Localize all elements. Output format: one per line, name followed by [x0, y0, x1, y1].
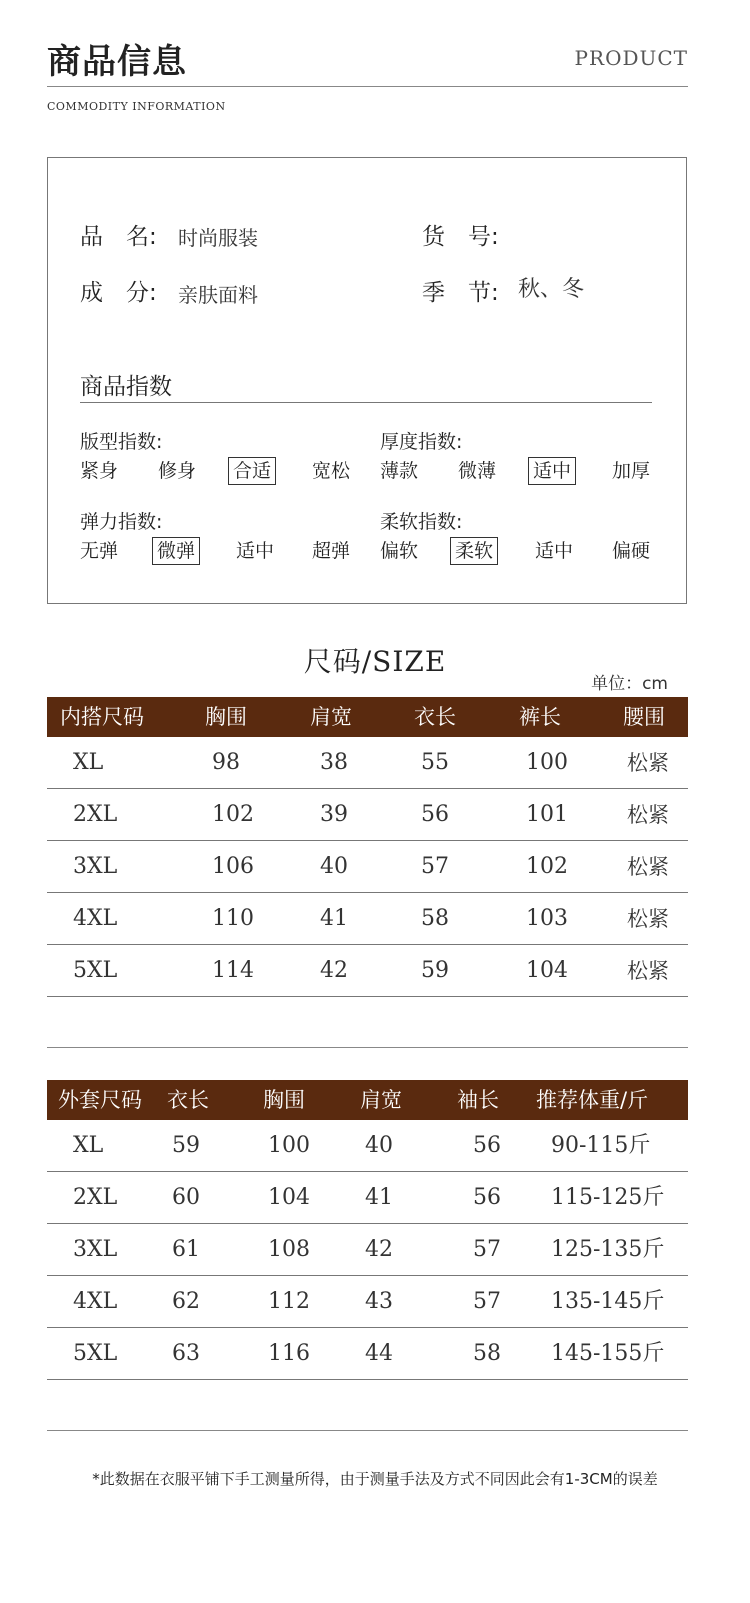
table-cell: 5XL: [73, 1341, 118, 1366]
softness-index-label: 柔软指数:: [380, 511, 463, 533]
table-row: [47, 1276, 688, 1328]
table-cell: 41: [365, 1185, 393, 1210]
elasticity-option: 超弹: [312, 540, 351, 562]
table-cell: 5XL: [73, 958, 118, 983]
softness-option: 偏软: [380, 540, 419, 562]
table-row: [47, 1120, 688, 1172]
table-cell: 108: [268, 1237, 310, 1262]
fit-option: 紧身: [80, 460, 119, 482]
table-cell: 40: [320, 854, 348, 879]
table-cell: XL: [73, 1133, 104, 1158]
table-cell: 116: [268, 1341, 310, 1366]
table-cell: 56: [421, 802, 449, 827]
table-cell: 135-145斤: [551, 1289, 665, 1314]
table-cell: 59: [421, 958, 449, 983]
table-cell: 3XL: [73, 854, 118, 879]
table-cell: 3XL: [73, 1237, 118, 1262]
table-cell: 43: [365, 1289, 393, 1314]
table-cell: 62: [172, 1289, 200, 1314]
table-cell: 40: [365, 1133, 393, 1158]
table-cell: 98: [212, 750, 240, 775]
elasticity-option: 适中: [236, 540, 275, 562]
table-cell: 56: [473, 1185, 501, 1210]
outer-header-size: 外套尺码: [58, 1088, 142, 1112]
index-divider: [80, 402, 652, 403]
table-cell: 115-125斤: [551, 1185, 665, 1210]
table-cell: 39: [320, 802, 348, 827]
unit-label: 单位：cm: [591, 674, 668, 694]
measurement-note: *此数据在衣服平铺下手工测量所得，由于测量手法及方式不同因此会有1-3CM的误差: [92, 1470, 658, 1488]
table-cell: 41: [320, 906, 348, 931]
thickness-option: 薄款: [380, 460, 419, 482]
table-cell: 114: [212, 958, 254, 983]
table-cell: 松紧: [627, 855, 669, 879]
composition-label: 成 分:: [80, 280, 157, 306]
outer-header-shoulder: 肩宽: [360, 1088, 402, 1112]
thickness-option: 加厚: [612, 460, 651, 482]
elasticity-option: 无弹: [80, 540, 119, 562]
table-cell: 59: [172, 1133, 200, 1158]
table-cell: 57: [421, 854, 449, 879]
inner-header-pants-length: 裤长: [519, 705, 561, 729]
outer-header-chest: 胸围: [263, 1088, 305, 1112]
table-cell: 42: [365, 1237, 393, 1262]
inner-header-waist: 腰围: [623, 705, 665, 729]
fit-index-label: 版型指数:: [80, 431, 163, 453]
outer-table-header: [47, 1080, 688, 1120]
thickness-option: 微薄: [458, 460, 497, 482]
table-cell: 57: [473, 1237, 501, 1262]
table-cell: 松紧: [627, 907, 669, 931]
page-title: 商品信息: [47, 42, 187, 82]
name-value: 时尚服装: [178, 226, 258, 250]
name-label: 品 名:: [80, 224, 157, 250]
table-cell: XL: [73, 750, 104, 775]
page-subtitle: COMMODITY INFORMATION: [47, 100, 226, 113]
table-cell: 58: [473, 1341, 501, 1366]
table-cell: 38: [320, 750, 348, 775]
table-cell: 44: [365, 1341, 393, 1366]
table-cell: 4XL: [73, 1289, 118, 1314]
table-cell: 61: [172, 1237, 200, 1262]
table-cell: 55: [421, 750, 449, 775]
inner-header-length: 衣长: [414, 705, 456, 729]
thickness-option-selected: 适中: [528, 457, 576, 485]
table-cell: 100: [526, 750, 568, 775]
table-cell: 63: [172, 1341, 200, 1366]
table-cell: 42: [320, 958, 348, 983]
table-cell: 104: [268, 1185, 310, 1210]
elasticity-index-label: 弹力指数:: [80, 511, 163, 533]
table-cell: 110: [212, 906, 254, 931]
table-cell: 松紧: [627, 803, 669, 827]
elasticity-option-selected: 微弹: [152, 537, 200, 565]
table-cell: 4XL: [73, 906, 118, 931]
inner-header-chest: 胸围: [205, 705, 247, 729]
table-cell: 松紧: [627, 959, 669, 983]
table-row: [47, 1328, 688, 1380]
table-cell: 100: [268, 1133, 310, 1158]
table-cell: 125-135斤: [551, 1237, 665, 1262]
composition-value: 亲肤面料: [178, 283, 258, 307]
table-row: [47, 737, 688, 789]
softness-option-selected: 柔软: [450, 537, 498, 565]
table-cell: 56: [473, 1133, 501, 1158]
table-cell: 90-115斤: [551, 1133, 651, 1158]
index-section-title: 商品指数: [80, 374, 172, 400]
table-cell: 2XL: [73, 802, 118, 827]
table-cell: 102: [212, 802, 254, 827]
softness-option: 偏硬: [612, 540, 651, 562]
table-row: [47, 789, 688, 841]
season-value: 秋、冬: [518, 277, 585, 302]
table-cell: 103: [526, 906, 568, 931]
table-cell: 60: [172, 1185, 200, 1210]
table-row: [47, 841, 688, 893]
size-section-title: 尺码/SIZE: [303, 645, 447, 678]
header-divider: [47, 86, 688, 87]
table-cell: 58: [421, 906, 449, 931]
table-cell: 104: [526, 958, 568, 983]
table-cell: 松紧: [627, 751, 669, 775]
inner-table-header: [47, 697, 688, 737]
thickness-index-label: 厚度指数:: [380, 431, 463, 453]
fit-option: 宽松: [312, 460, 351, 482]
fit-option-selected: 合适: [228, 457, 276, 485]
season-label: 季 节:: [422, 280, 499, 306]
table-cell: 57: [473, 1289, 501, 1314]
table-cell: 106: [212, 854, 254, 879]
softness-option: 适中: [535, 540, 574, 562]
outer-header-weight: 推荐体重/斤: [536, 1088, 649, 1112]
inner-header-size: 内搭尺码: [60, 705, 144, 729]
item-no-label: 货 号:: [422, 224, 499, 250]
inner-header-shoulder: 肩宽: [310, 705, 352, 729]
table-cell: 101: [526, 802, 568, 827]
section-divider: [47, 1047, 688, 1048]
table-cell: 112: [268, 1289, 310, 1314]
page-title-en: PRODUCT: [574, 46, 688, 70]
table-cell: 145-155斤: [551, 1341, 665, 1366]
table-row: [47, 893, 688, 945]
table-row: [47, 945, 688, 997]
outer-header-length: 衣长: [167, 1088, 209, 1112]
table-row: [47, 1224, 688, 1276]
table-cell: 102: [526, 854, 568, 879]
table-row: [47, 1172, 688, 1224]
fit-option: 修身: [158, 460, 197, 482]
section-divider: [47, 1430, 688, 1431]
table-cell: 2XL: [73, 1185, 118, 1210]
outer-header-sleeve: 袖长: [457, 1088, 499, 1112]
